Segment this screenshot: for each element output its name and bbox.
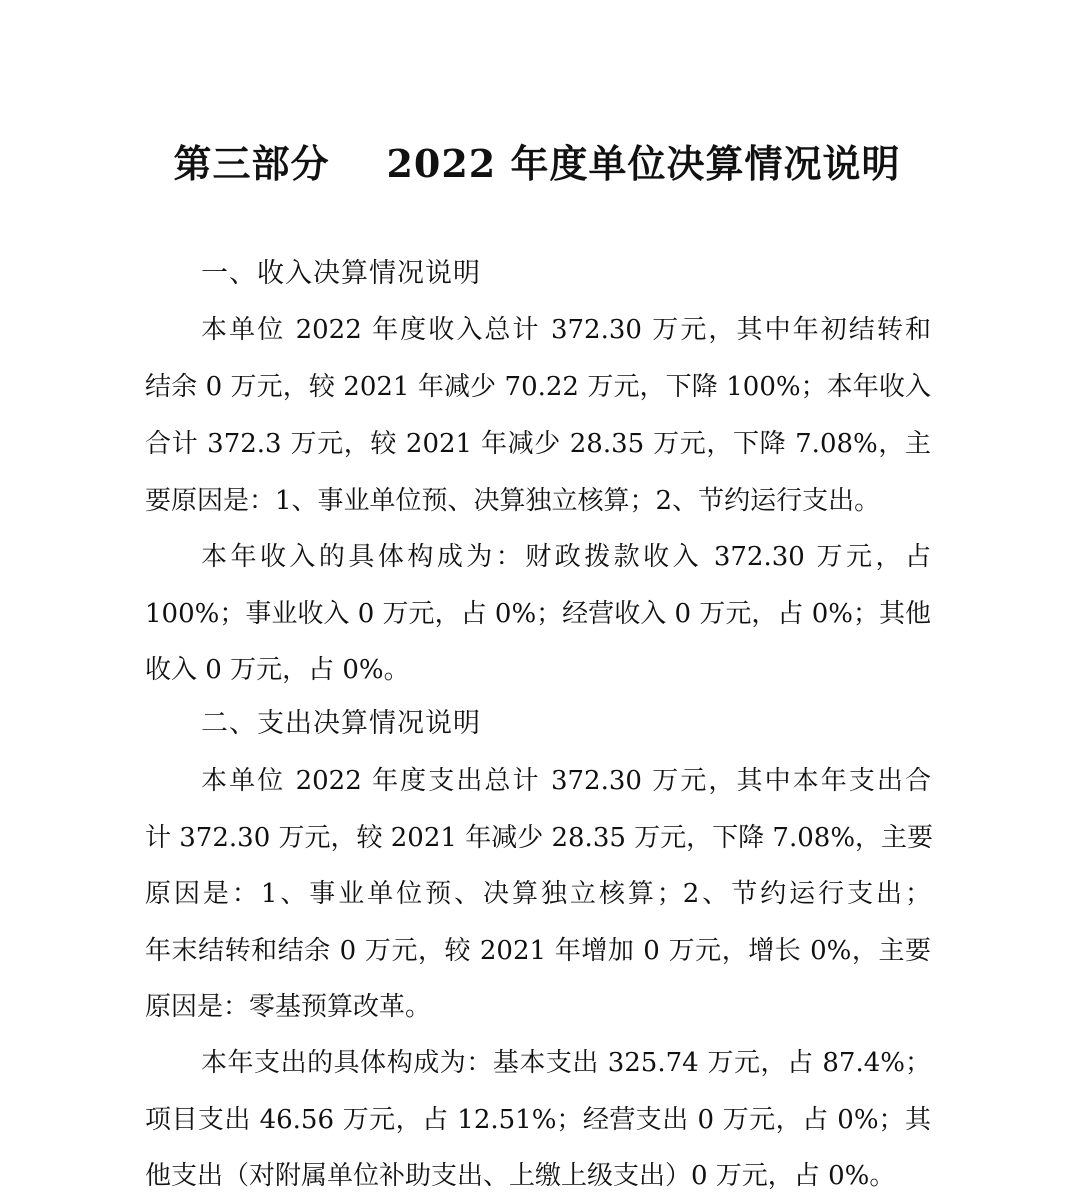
section-heading-expenditure: 二、支出决算情况说明 <box>201 708 481 739</box>
paragraph-line: 结余 0 万元，较 2021 年减少 70.22 万元，下降 100%；本年收入 <box>145 372 931 402</box>
paragraph-line: 原因是：零基预算改革。 <box>145 992 432 1022</box>
paragraph-line: 年末结转和结余 0 万元，较 2021 年增加 0 万元，增长 0%，主要 <box>145 936 931 966</box>
section-heading-income: 一、收入决算情况说明 <box>201 258 481 289</box>
paragraph-line: 要原因是：1、事业单位预、决算独立核算；2、节约运行支出。 <box>145 486 881 516</box>
paragraph-line: 他支出（对附属单位补助支出、上缴上级支出）0 万元，占 0%。 <box>145 1161 896 1191</box>
paragraph-line: 本年收入的具体构成为：财政拨款收入 372.30 万元，占 <box>201 542 931 572</box>
paragraph-line: 本单位 2022 年度支出总计 372.30 万元，其中本年支出合 <box>201 766 931 796</box>
paragraph-line: 合计 372.3 万元，较 2021 年减少 28.35 万元，下降 7.08%，主 <box>145 429 931 459</box>
paragraph-line: 本年支出的具体构成为：基本支出 325.74 万元，占 87.4%； <box>201 1048 931 1078</box>
paragraph-line: 计 372.30 万元，较 2021 年减少 28.35 万元，下降 7.08%，主要 <box>145 823 934 853</box>
paragraph-line: 收入 0 万元，占 0%。 <box>145 655 410 685</box>
paragraph-line: 本单位 2022 年度收入总计 372.30 万元，其中年初结转和 <box>201 315 931 345</box>
paragraph-line: 100%；事业收入 0 万元，占 0%；经营收入 0 万元，占 0%；其他 <box>145 599 931 629</box>
paragraph-line: 项目支出 46.56 万元，占 12.51%；经营支出 0 万元，占 0%；其 <box>145 1105 931 1135</box>
page-title: 第三部分 2022 年度单位决算情况说明 <box>173 141 901 186</box>
paragraph-line: 原因是：1、事业单位预、决算独立核算；2、节约运行支出； <box>145 879 931 909</box>
